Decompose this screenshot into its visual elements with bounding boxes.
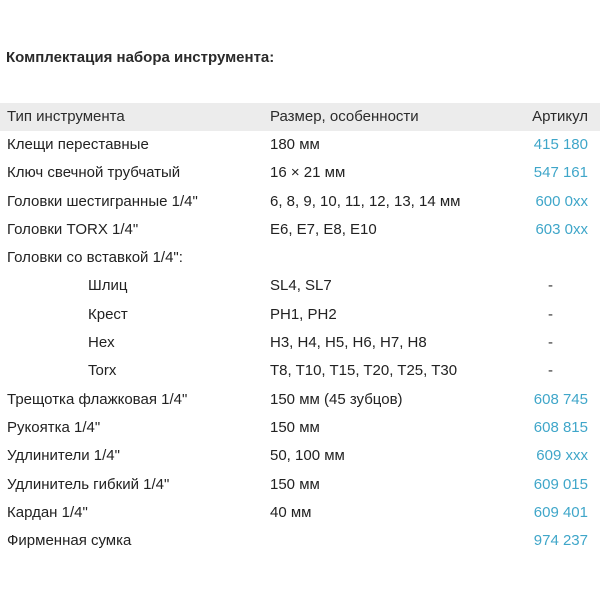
row-size: 6, 8, 9, 10, 11, 12, 13, 14 мм	[270, 192, 461, 210]
row-article: -	[548, 277, 553, 295]
row-size: PH1, PH2	[270, 305, 337, 323]
row-size: 16 × 21 мм	[270, 164, 346, 182]
table-row	[0, 499, 600, 527]
row-article: -	[548, 334, 553, 352]
row-name: Головки TORX 1/4"	[7, 220, 139, 238]
row-article-link[interactable]: 609 401	[533, 503, 588, 521]
row-size: 150 мм (45 зубцов)	[270, 390, 403, 408]
row-size: SL4, SL7	[270, 277, 332, 295]
row-name: Клещи переставные	[7, 136, 149, 153]
row-article-link[interactable]: 547 161	[533, 164, 588, 182]
row-name: Torx	[88, 362, 117, 380]
table-row	[0, 159, 600, 187]
header-type: Тип инструмента	[7, 108, 125, 125]
row-name: Фирменная сумка	[7, 532, 132, 550]
table-row	[0, 329, 600, 357]
row-article-link[interactable]: 609 xxx	[536, 447, 588, 465]
row-article-link[interactable]: 600 0xx	[535, 192, 588, 210]
table-row	[0, 272, 600, 300]
table-row	[0, 188, 600, 216]
page-title: Комплектация набора инструмента:	[6, 49, 275, 66]
table-row	[0, 301, 600, 329]
table-header	[0, 103, 600, 131]
row-name: Головки шестигранные 1/4"	[7, 192, 198, 210]
row-size: 150 мм	[270, 418, 320, 436]
table-row	[0, 471, 600, 499]
row-name: Hex	[88, 334, 115, 352]
row-name: Ключ свечной трубчатый	[7, 164, 181, 182]
row-article-link[interactable]: 609 015	[533, 475, 588, 493]
row-name: Рукоятка 1/4"	[7, 418, 101, 436]
row-name: Удлинители 1/4"	[7, 447, 120, 465]
row-article-link[interactable]: 608 745	[533, 390, 588, 408]
row-size: H3, H4, H5, H6, H7, H8	[270, 334, 427, 352]
row-article-link[interactable]: 608 815	[533, 418, 588, 436]
row-name: Шлиц	[88, 277, 128, 295]
tool-kit-table	[0, 103, 600, 555]
row-article-link[interactable]: 603 0xx	[535, 220, 588, 238]
row-article: -	[548, 362, 553, 380]
row-name: Кардан 1/4"	[7, 503, 88, 521]
row-size: T8, T10, T15, T20, T25, T30	[270, 362, 458, 380]
table-row	[0, 216, 600, 244]
header-size: Размер, особенности	[270, 108, 419, 125]
row-article-link[interactable]: 974 237	[533, 532, 588, 550]
row-article: -	[548, 305, 553, 323]
row-size: E6, E7, E8, E10	[270, 220, 377, 238]
row-size: 150 мм	[270, 475, 320, 493]
row-name: Головки со вставкой 1/4":	[7, 249, 183, 267]
table-row	[0, 527, 600, 555]
row-size: 50, 100 мм	[270, 447, 345, 465]
row-name: Удлинитель гибкий 1/4"	[7, 475, 170, 493]
table-row	[0, 442, 600, 470]
table-row	[0, 357, 600, 385]
table-row	[0, 414, 600, 442]
table-row	[0, 386, 600, 414]
header-article: Артикул	[532, 108, 588, 125]
table-row	[0, 244, 600, 272]
row-name: Крест	[88, 305, 128, 323]
table-row	[0, 131, 600, 159]
row-article-link[interactable]: 415 180	[533, 136, 588, 153]
row-name: Трещотка флажковая 1/4"	[7, 390, 188, 408]
row-size: 180 мм	[270, 136, 320, 153]
row-size: 40 мм	[270, 503, 312, 521]
